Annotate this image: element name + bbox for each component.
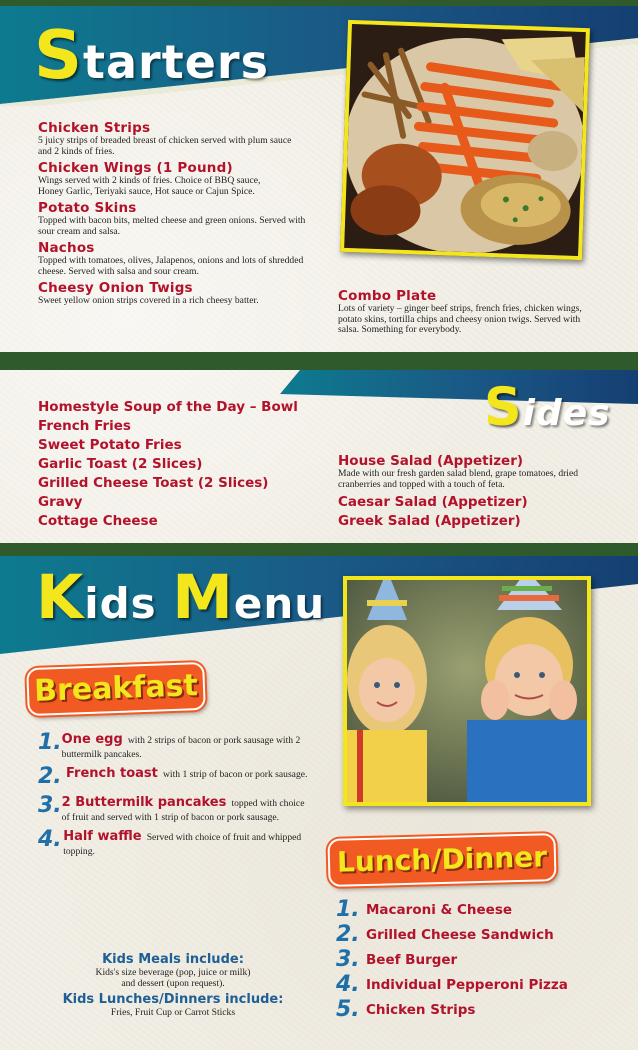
item-number: 3. — [336, 947, 360, 972]
side-item: Homestyle Soup of the Day – Bowl — [38, 399, 298, 415]
starter-desc: 5 juicy strips of breaded breast of chicken served with plum sauce and 2 kinds of fries. — [38, 135, 292, 157]
breakfast-list — [38, 730, 308, 857]
starter-name: Cheesy Onion Twigs — [38, 280, 193, 296]
starter-name: Nachos — [38, 240, 95, 256]
starter-item — [38, 200, 306, 237]
kids-meals-desc: and dessert (upon request). — [121, 978, 225, 989]
breakfast-item — [38, 793, 308, 823]
kids-lunches-desc: Fries, Fruit Cup or Carrot Sticks — [110, 1007, 236, 1018]
starters-title: Starters — [34, 16, 269, 94]
kids-photo — [343, 576, 591, 806]
lunch-item — [336, 947, 626, 972]
caesar-salad: Caesar Salad (Appetizer) — [338, 494, 528, 510]
breakfast-item-desc: topped with choice of fruit and served with 1 strip of bacon or pork sausage. — [61, 798, 305, 823]
starter-desc: Sweet yellow onion strips covered in a rich cheesy batter. — [38, 295, 259, 306]
lunch-item — [336, 922, 626, 947]
combo-plate-desc: Lots of variety – ginger beef strips, french fries, chicken wings, potato skins, tortilla chips and cheesy onion twigs. Served with salsa. Something for everybody. — [338, 303, 582, 335]
side-item: Gravy — [38, 494, 83, 510]
starters-list — [38, 120, 306, 307]
combo-plate-photo — [340, 20, 590, 260]
item-number: 5. — [336, 997, 360, 1022]
house-salad-desc: Made with our fresh garden salad blend, grape tomatoes, dried cranberries and topped with a touch of feta. — [338, 468, 579, 490]
breakfast-label: Breakfast — [26, 662, 206, 716]
breakfast-item — [38, 827, 308, 857]
lunch-item-name: Chicken Strips — [366, 1001, 476, 1018]
breakfast-item-name: 2 Buttermilk pancakes — [61, 795, 227, 810]
kids-includes — [40, 952, 306, 1018]
kids-meals-desc: Kids's size beverage (pop, juice or milk) — [95, 967, 251, 978]
breakfast-item-desc: with 1 strip of bacon or pork sausage. — [162, 769, 308, 780]
starter-desc: Topped with bacon bits, melted cheese and green onions. Served with sour cream and salsa. — [38, 215, 306, 237]
breakfast-item-name: French toast — [66, 766, 158, 781]
lunch-item-name: Individual Pepperoni Pizza — [366, 976, 568, 993]
lunch-dinner-list — [336, 897, 626, 1022]
item-number: 4. — [336, 972, 360, 997]
breakfast-item-desc: Served with choice of fruit and whipped topping. — [63, 832, 302, 857]
starter-name: Chicken Wings (1 Pound) — [38, 160, 233, 176]
starter-desc: Topped with tomatoes, olives, Jalapenos, onions and lots of shredded cheese. Served with salsa and sour cream. — [38, 255, 304, 277]
side-item: French Fries — [38, 418, 131, 434]
lunch-item — [336, 897, 626, 922]
kids-meals-title: Kids Meals include: — [102, 952, 244, 967]
greek-salad: Greek Salad (Appetizer) — [338, 513, 521, 529]
item-number: 2. — [336, 922, 360, 947]
lunch-item — [336, 972, 626, 997]
side-item: Cottage Cheese — [38, 513, 158, 529]
breakfast-item — [38, 730, 308, 760]
starter-name: Chicken Strips — [38, 120, 151, 136]
side-item: Sweet Potato Fries — [38, 437, 182, 453]
lunch-item-name: Grilled Cheese Sandwich — [366, 926, 554, 943]
sides-title: Sides — [484, 378, 611, 438]
starter-item — [38, 240, 306, 277]
combo-plate — [338, 288, 600, 336]
breakfast-item-name: Half waffle — [63, 829, 142, 844]
item-number: 2. — [38, 764, 62, 789]
lunch-item — [336, 997, 626, 1022]
starter-item — [38, 280, 306, 307]
side-item: Garlic Toast (2 Slices) — [38, 456, 203, 472]
salads-list — [338, 453, 608, 531]
lunch-dinner-label: Lunch/Dinner — [327, 833, 556, 887]
section-divider-bar — [0, 543, 638, 556]
starter-item — [38, 120, 306, 157]
starter-item — [38, 160, 306, 197]
starter-name: Potato Skins — [38, 200, 137, 216]
item-number: 1. — [336, 897, 360, 922]
item-number: 4. — [38, 827, 62, 852]
breakfast-item — [38, 764, 308, 789]
sides-list — [38, 398, 328, 531]
house-salad-name: House Salad (Appetizer) — [338, 453, 524, 469]
breakfast-item-name: One egg — [61, 732, 123, 747]
lunch-item-name: Beef Burger — [366, 951, 458, 968]
starter-desc: Wings served with 2 kinds of fries. Choice of BBQ sauce, Honey Garlic, Teriyaki sauce, Hot sauce or Cajun Spice. — [38, 175, 261, 197]
kids-menu-title: Kids Menu — [36, 562, 326, 633]
kids-lunches-title: Kids Lunches/Dinners include: — [62, 992, 284, 1007]
combo-plate-name: Combo Plate — [338, 288, 437, 304]
breakfast-item-desc: with 2 strips of bacon or pork sausage with 2 buttermilk pancakes. — [61, 735, 301, 760]
side-item: Grilled Cheese Toast (2 Slices) — [38, 475, 269, 491]
lunch-item-name: Macaroni & Cheese — [366, 901, 513, 918]
item-number: 3. — [38, 793, 62, 818]
item-number: 1. — [38, 730, 62, 755]
section-divider-bar — [0, 352, 638, 370]
